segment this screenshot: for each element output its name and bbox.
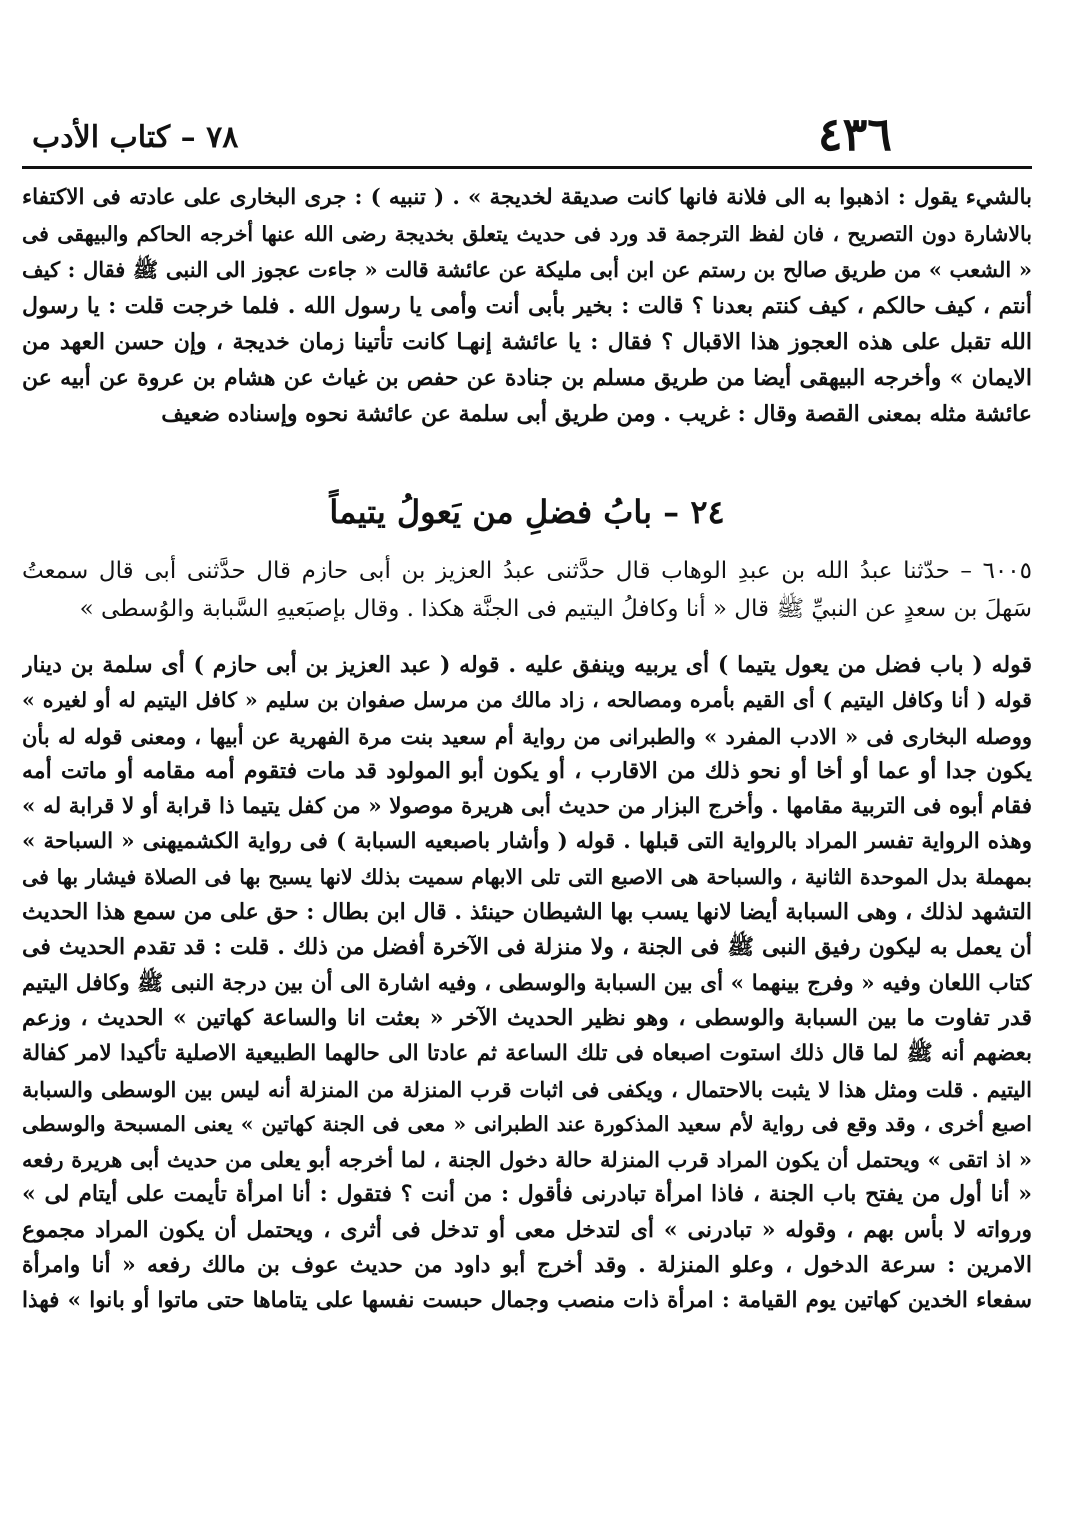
hadith-text	[22, 552, 1032, 628]
top-paragraph	[22, 180, 1032, 432]
text-line: اليتيم . قلت ومثل هذا لا يثبت بالاحتمال ، ويكفى فى اثبات قرب المنزلة من المنزلة أنه ليس بين الوسطى والسبابة	[22, 1076, 1032, 1102]
text-line: الله تقبل على هذه العجوز هذا الاقبال ؟ فقال : يا عائشة إنهـا كانت تأتينا زمان خديجة ، وإن حسن العهد من	[22, 329, 1032, 355]
text-line: سفعاء الخدين كهاتين يوم القيامة : امرأة ذات منصب وجمال حبست نفسها على يتاماها حتى ماتوا أو بانوا » فهذا	[22, 1288, 1032, 1314]
running-title: ٧٨ – كتاب الأدب	[32, 120, 239, 155]
text-line: ورواته لا بأس بهم ، وقوله « تبادرنى » أى لتدخل معى أو تدخل فى أثرى ، ويحتمل أن يكون المراد مجموع	[22, 1216, 1032, 1243]
text-line: الامرين : سرعة الدخول ، وعلو المنزلة . وقد أخرج أبو داود من حديث عوف بن مالك رفعه « أنا وامرأة	[22, 1252, 1032, 1279]
text-line: بالاشارة دون التصريح ، فان لفظ الترجمة قد ورد فى حديث يتعلق بخديجة رضى الله عنها أخرجه الحاكم والبيهقى فى	[22, 222, 1032, 246]
text-line: كتاب اللعان وفيه « وفرج بينهما » أى بين السبابة والوسطى ، وفيه اشارة الى أن بين درجة النبى ﷺ وكافل اليتيم	[22, 970, 1032, 996]
text-line: قدر تفاوت ما بين السبابة والوسطى ، وهو نظير الحديث الآخر « بعثت انا والساعة كهاتين » الحديث ، وزعم	[22, 1004, 1032, 1031]
text-line: قوله ( أنا وكافل اليتيم ) أى القيم بأمره ومصالحه ، زاد مالك من مرسل صفوان بن سليم « كافل اليتيم له أو لغيره »	[22, 688, 1032, 713]
text-line: يكون جدا أو عما أو أخا أو نحو ذلك من الاقارب ، أو يكون أبو المولود قد مات فتقوم أمه مقامه أو ماتت أمه	[22, 757, 1032, 784]
text-line: « الشعب » من طريق صالح بن رستم عن ابن أبى مليكة عن عائشة قالت « جاءت عجوز الى النبى ﷺ فقال : كيف	[22, 257, 1032, 282]
chapter-heading: ٢٤ – بابُ فضلِ من يَعولُ يتيماً	[329, 493, 725, 531]
text-line: أن يعمل به ليكون رفيق النبى ﷺ فى الجنة ، ولا منزلة فى الآخرة أفضل من ذلك . قلت : قد تقدم الحديث فى	[22, 934, 1032, 961]
text-line: فقام أبوه فى التربية مقامها . وأخرج البزار من حديث أبى هريرة موصولا « من كفل يتيما ذا قرابة أو لا قرابة له »	[22, 794, 1032, 820]
text-line: « أنا أول من يفتح باب الجنة ، فاذا امرأة تبادرنى فأقول : من أنت ؟ فتقول : أنا امرأة تأيمت على أيتام لى »	[22, 1181, 1032, 1208]
text-line: بالشيء يقول : اذهبوا به الى فلانة فانها كانت صديقة لخديجة » . ( تنبيه ) : جرى البخارى على عادته فى الاكتفاء	[22, 185, 1032, 210]
header-rule	[22, 166, 1032, 169]
text-line: الايمان » وأخرجه البيهقى أيضا من طريق مسلم بن جنادة عن حفص بن غياث عن هشام بن عروة عن أبيه عن	[22, 365, 1032, 391]
text-line: عائشة مثله بمعنى القصة وقال : غريب . ومن طريق أبى سلمة عن عائشة نحوه وإسناده ضعيف	[161, 401, 1032, 427]
hadith-line: سَهلَ بن سعدٍ عن النبيِّ ﷺ قال « أنا وكافلُ اليتيم فى الجنَّة هكذا . وقال بإصبَعيهِ السَّبابة والوُسطى »	[79, 596, 1032, 622]
text-line: التشهد لذلك ، وهى السبابة أيضا لانها يسب بها الشيطان حينئذ . قال ابن بطال : حق على من سمع هذا الحديث	[22, 899, 1032, 926]
text-line: أنتم ، كيف حالكم ، كيف كنتم بعدنا ؟ قالت : بخير بأبى أنت وأمى يا رسول الله . فلما خرجت قلت : يا رسول	[22, 293, 1032, 319]
page-header	[22, 98, 1032, 166]
text-line: « اذ اتقى » ويحتمل أن يكون المراد قرب المنزلة حالة دخول الجنة ، لما أخرجه أبو يعلى من حديث أبى هريرة رفعه	[22, 1147, 1032, 1173]
text-line: قوله ( باب فضل من يعول يتيما ) أى يربيه وينفق عليه . قوله ( عبد العزيز بن أبى حازم ) أى سلمة بن دينار	[22, 652, 1032, 678]
text-line: ووصله البخارى فى « الادب المفرد » والطبرانى من رواية أم سعيد بنت مرة الفهرية عن أبيها ، ومعنى قوله له بأن	[22, 723, 1032, 749]
text-line: بعضهم أنه ﷺ لما قال ذلك استوت اصبعاه فى تلك الساعة ثم عادتا الى حالهما الطبيعية الاصلية تأكيدا لامر كفالة	[22, 1041, 1032, 1067]
page-number: ٤٣٦	[817, 107, 892, 161]
hadith-line: ٦٠٠٥ – حدّثنا عبدُ الله بن عبدِ الوهاب قال حدَّثنى عبدُ العزيز بن أبى حازم قال حدَّثنى أبى قال سمعتُ	[22, 558, 1032, 584]
text-line: وهذه الرواية تفسر المراد بالرواية التى قبلها . قوله ( وأشار باصبعيه السبابة ) فى رواية الكشميهنى « السباحة »	[22, 829, 1032, 855]
text-line: اصبع أخرى ، وقد وقع فى رواية لأم سعيد المذكورة عند الطبرانى « معى فى الجنة كهاتين » يعنى المسبحة والوسطى	[22, 1111, 1032, 1136]
commentary	[22, 648, 1032, 1319]
text-line: بمهملة بدل الموحدة الثانية ، والسباحة هى الاصبع التى تلى الابهام سميت بذلك لانها يسبح بها فى الصلاة فيشار بها فى	[22, 864, 1032, 889]
